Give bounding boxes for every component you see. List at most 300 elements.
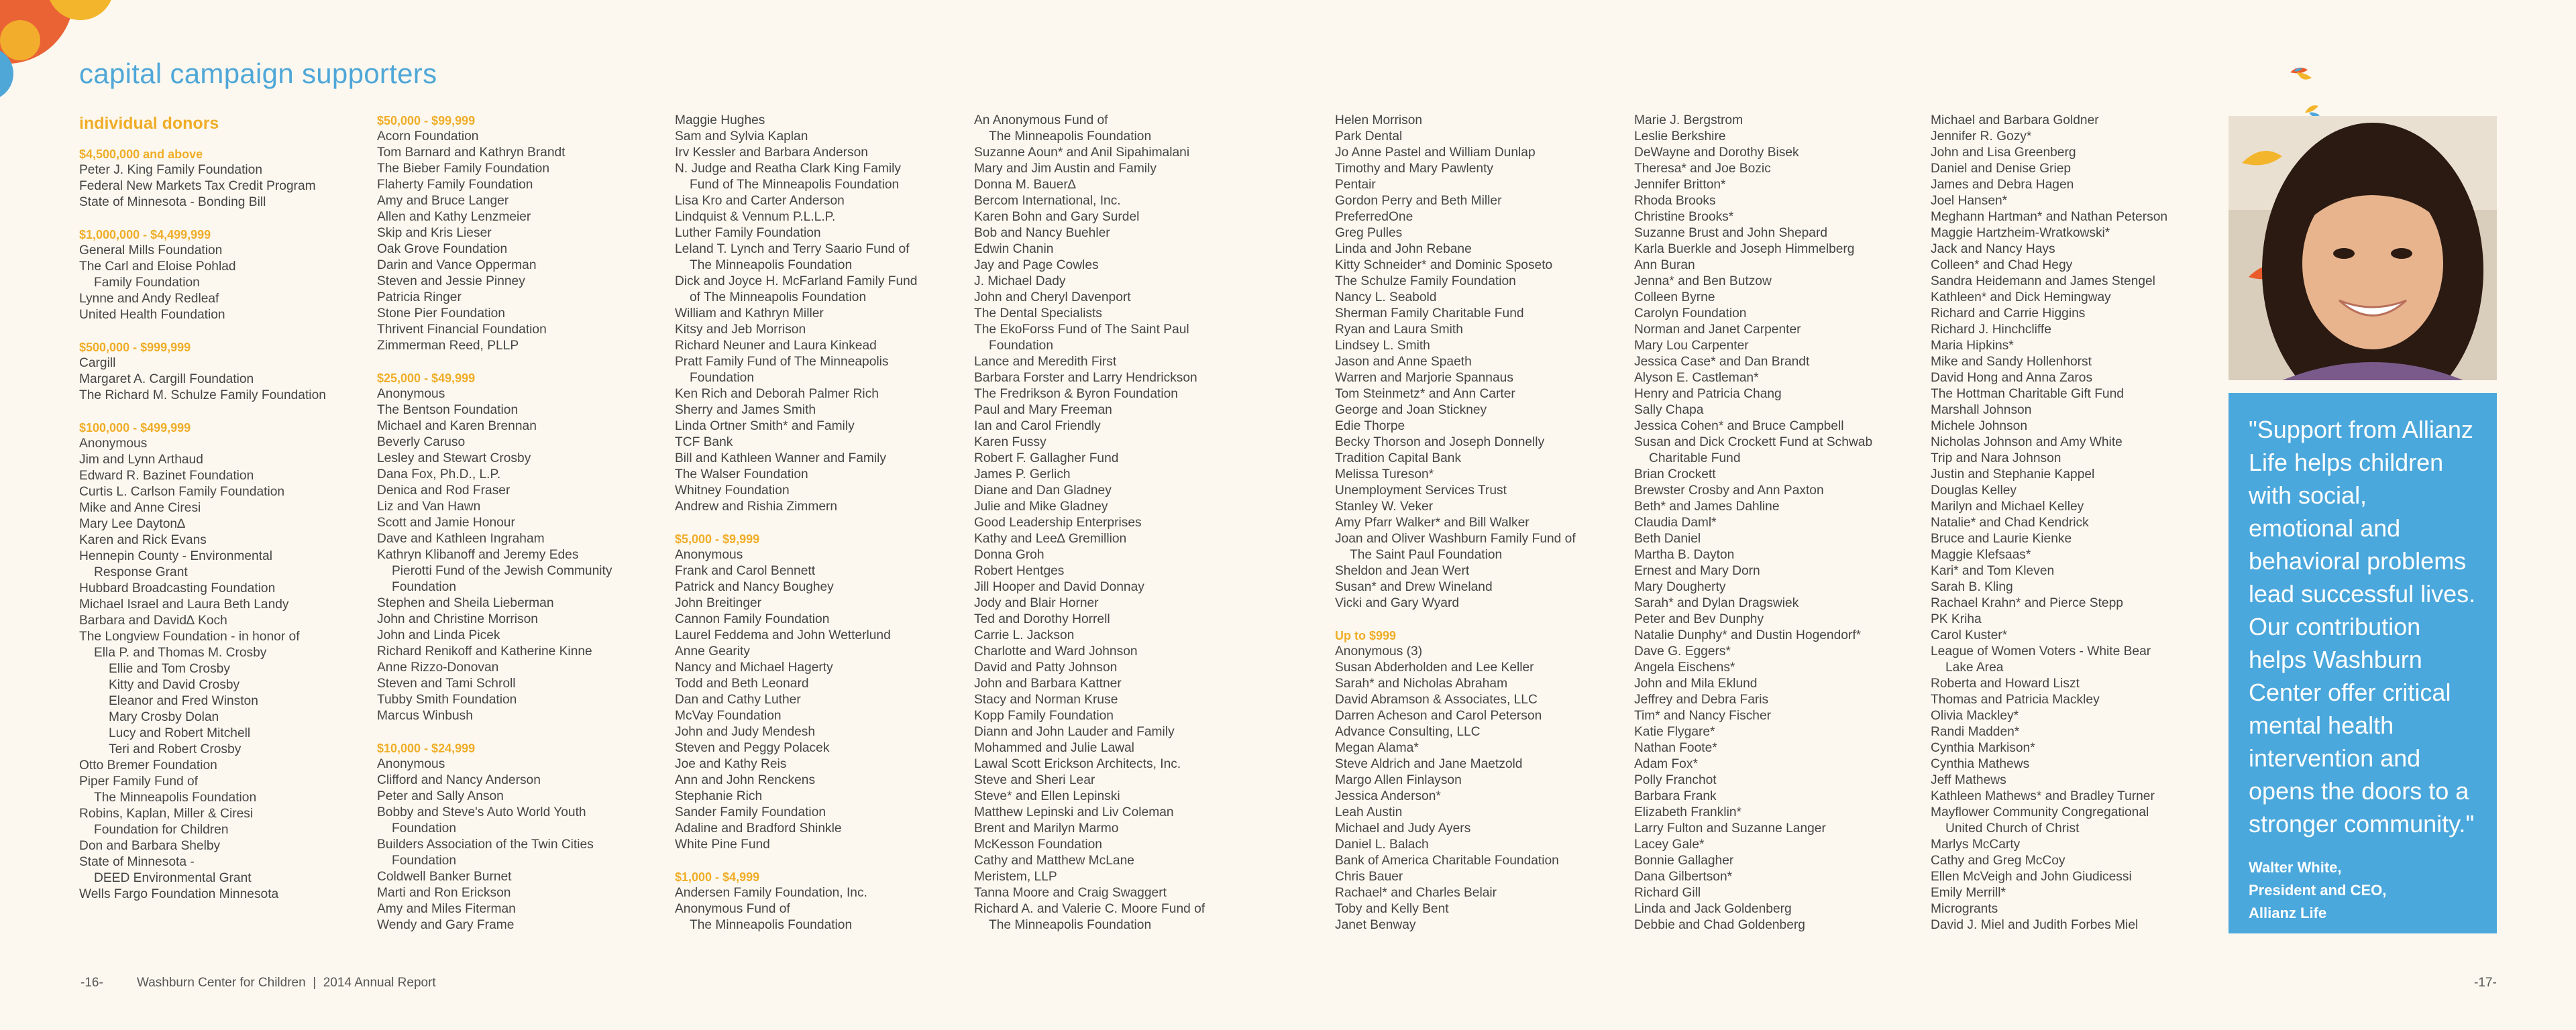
donor-name: The Dental Specialists (974, 306, 1102, 321)
donor-name: Trip and Nara Johnson (1931, 451, 2061, 465)
donor-name: Natalie* and Chad Kendrick (1931, 516, 2089, 530)
donor-name: Mayflower Community Congregational (1931, 805, 2149, 819)
donor-name: Margaret A. Cargill Foundation (79, 372, 254, 386)
footer-right-page-number: -17- (2474, 976, 2497, 990)
donor-name: Timothy and Mary Pawlenty (1335, 162, 1494, 176)
donor-name: Barbara Frank (1634, 789, 1717, 803)
giving-level-heading: $50,000 - $99,999 (377, 114, 476, 127)
donor-name: Zimmerman Reed, PLLP (377, 339, 519, 353)
donor-name: Lake Area (1945, 661, 2004, 675)
donor-name: Patrick and Nancy Boughey (675, 580, 834, 594)
donor-name: Marlys McCarty (1931, 838, 2021, 852)
donor-name: Builders Association of the Twin Cities (377, 838, 594, 852)
donor-name: Barbara and David∆ Koch (79, 614, 227, 628)
donor-name: Wells Fargo Foundation Minnesota (79, 887, 279, 901)
donor-name: Cannon Family Foundation (675, 612, 830, 626)
donor-name: Maggie Klefsaas* (1931, 548, 2031, 562)
donor-column-4 (974, 113, 1256, 933)
spacer (377, 724, 659, 740)
donor-name: Peter J. King Family Foundation (79, 163, 263, 177)
donor-name: Susan* and Drew Wineland (1335, 580, 1493, 594)
donor-name: Anne Gearity (675, 644, 750, 659)
donor-name: Richard J. Hinchcliffe (1931, 323, 2051, 337)
donor-name: Stacy and Norman Kruse (974, 693, 1118, 707)
donor-name: Ryan and Laura Smith (1335, 323, 1463, 337)
donor-name: Marti and Ron Erickson (377, 886, 511, 900)
donor-name: Stone Pier Foundation (377, 306, 505, 321)
donor-name: Toby and Kelly Bent (1335, 902, 1449, 916)
donor-name: Beth* and James Dahline (1634, 500, 1780, 514)
donor-name: Nathan Foote* (1634, 741, 1717, 755)
donor-name: James and Debra Hagen (1931, 178, 2074, 192)
quote-name: Walter White, (2249, 859, 2342, 876)
donor-name: Ann and John Renckens (675, 773, 816, 787)
donor-name: Lynne and Andy Redleaf (79, 292, 219, 306)
giving-level-heading: $500,000 - $999,999 (79, 341, 191, 354)
donor-name: Henry and Patricia Chang (1634, 387, 1782, 401)
donor-name: Emily Merrill* (1931, 886, 2006, 900)
donor-name: David J. Miel and Judith Forbes Miel (1931, 918, 2139, 932)
spacer (675, 853, 957, 869)
donor-name: Sandra Heidemann and James Stengel (1931, 274, 2155, 288)
donor-name: Anonymous (79, 437, 148, 451)
donor-name: Unemployment Services Trust (1335, 483, 1507, 498)
donor-name: Janet Benway (1335, 918, 1416, 932)
donor-name: Denica and Rod Fraser (377, 483, 511, 498)
donor-name: Edie Thorpe (1335, 419, 1405, 433)
donor-name: Jessica Anderson* (1335, 789, 1441, 803)
donor-name: Joe and Kathy Reis (675, 757, 787, 771)
donor-name: Teri and Robert Crosby (109, 742, 241, 756)
donor-name: Amy Pfarr Walker* and Bill Walker (1335, 516, 1529, 530)
donor-name: The EkoForss Fund of The Saint Paul (974, 323, 1189, 337)
bird-icon (2288, 63, 2314, 86)
donor-name: Mary Lee Dayton∆ (79, 517, 185, 531)
donor-name: Michele Johnson (1931, 419, 2027, 433)
donor-name: State of Minnesota - (79, 855, 195, 869)
donor-name: Cynthia Markison* (1931, 741, 2035, 755)
donor-name: John and Linda Picek (377, 628, 500, 642)
donor-name: Michael Israel and Laura Beth Landy (79, 597, 289, 612)
donor-name: Joan and Oliver Washburn Family Fund of (1335, 532, 1576, 546)
donor-name: Federal New Markets Tax Credit Program (79, 179, 316, 193)
donor-name: Linda and John Rebane (1335, 242, 1472, 256)
donor-name: Ernest and Mary Dorn (1634, 564, 1760, 578)
donor-name: Suzanne Brust and John Shepard (1634, 226, 1828, 240)
donor-name: Whitney Foundation (675, 483, 790, 498)
donor-name: Mike and Anne Ciresi (79, 501, 201, 515)
donor-name: Piper Family Fund of (79, 775, 199, 789)
donor-name: Steve and Sheri Lear (974, 773, 1095, 787)
donor-name: Chris Bauer (1335, 870, 1403, 884)
donor-name: Jody and Blair Horner (974, 596, 1099, 610)
donor-name: John and Christine Morrison (377, 612, 538, 626)
donor-name: Greg Pulles (1335, 226, 1403, 240)
donor-name: Mike and Sandy Hollenhorst (1931, 355, 2092, 369)
donor-name: Peter and Sally Anson (377, 789, 504, 803)
spacer (79, 404, 361, 420)
donor-name: Thomas and Patricia Mackley (1931, 693, 2100, 707)
donor-name: Advance Consulting, LLC (1335, 725, 1481, 739)
donor-name: Helen Morrison (1335, 113, 1423, 127)
donor-name: Bill and Kathleen Wanner and Family (675, 451, 886, 465)
donor-name: Richard A. and Valerie C. Moore Fund of (974, 902, 1205, 916)
donor-name: N. Judge and Reatha Clark King Family (675, 162, 902, 176)
donor-name: Diane and Dan Gladney (974, 483, 1112, 498)
donor-name: Kopp Family Foundation (974, 709, 1114, 723)
donor-name: Leah Austin (1335, 805, 1403, 819)
donor-name: Robert Hentges (974, 564, 1065, 578)
donor-name: Good Leadership Enterprises (974, 516, 1142, 530)
donor-name: Adaline and Bradford Shinkle (675, 821, 842, 836)
donor-name: Lacey Gale* (1634, 838, 1705, 852)
donor-name: Vicki and Gary Wyard (1335, 596, 1460, 610)
donor-name: Anonymous Fund of (675, 902, 790, 916)
donor-name: Tom Steinmetz* and Ann Carter (1335, 387, 1515, 401)
donor-name: Scott and Jamie Honour (377, 516, 515, 530)
donor-name: Thrivent Financial Foundation (377, 323, 547, 337)
donor-name: Jason and Anne Spaeth (1335, 355, 1472, 369)
donor-name: Steven and Jessie Pinney (377, 274, 525, 288)
spacer (79, 211, 361, 227)
donor-name: Ian and Carol Friendly (974, 419, 1101, 433)
donor-name: Kathryn Klibanoff and Jeremy Edes (377, 548, 579, 562)
donor-name: Lesley and Stewart Crosby (377, 451, 531, 465)
donor-name: John and Judy Mendesh (675, 725, 816, 739)
donor-name: Beth Daniel (1634, 532, 1701, 546)
donor-name: Irv Kessler and Barbara Anderson (675, 146, 868, 160)
donor-name: Donna M. Bauer∆ (974, 178, 1076, 192)
donor-name: Martha B. Dayton (1634, 548, 1735, 562)
donor-name: Brewster Crosby and Ann Paxton (1634, 483, 1824, 498)
giving-level-heading: Up to $999 (1335, 629, 1397, 642)
donor-name: Maggie Hughes (675, 113, 765, 127)
donor-name: Jennifer Britton* (1634, 178, 1726, 192)
donor-name: The Minneapolis Foundation (94, 791, 257, 805)
donor-name: Anne Rizzo-Donovan (377, 661, 499, 675)
quote-org: Allianz Life (2249, 905, 2327, 921)
donor-name: Jennifer R. Gozy* (1931, 129, 2032, 144)
donor-name: Warren and Marjorie Spannaus (1335, 371, 1513, 385)
donor-column-2 (377, 113, 659, 933)
donor-name: Olivia Mackley* (1931, 709, 2019, 723)
donor-name: Microgrants (1931, 902, 1998, 916)
donor-name: The Schulze Family Foundation (1335, 274, 1516, 288)
donor-name: Steven and Tami Schroll (377, 677, 516, 691)
donor-name: Kathy and Lee∆ Gremillion (974, 532, 1127, 546)
donor-name: The Saint Paul Foundation (1350, 548, 1503, 562)
donor-name: Coldwell Banker Burnet (377, 870, 512, 884)
donor-name: PreferredOne (1335, 210, 1413, 224)
donor-name: Dick and Joyce H. McFarland Family Fund (675, 274, 918, 288)
donor-name: Foundation (690, 371, 755, 385)
donor-name: Carol Kuster* (1931, 628, 2008, 642)
donor-name: Beverly Caruso (377, 435, 466, 449)
child-portrait-photo (2229, 116, 2497, 380)
donor-name: Amy and Bruce Langer (377, 194, 509, 208)
donor-name: Sam and Sylvia Kaplan (675, 129, 808, 144)
donor-name: Skip and Kris Lieser (377, 226, 492, 240)
donor-name: Carolyn Foundation (1634, 306, 1747, 321)
donor-name: Gordon Perry and Beth Miller (1335, 194, 1502, 208)
donor-name: Michael and Karen Brennan (377, 419, 537, 433)
donor-name: The Walser Foundation (675, 467, 808, 481)
donor-name: Clifford and Nancy Anderson (377, 773, 541, 787)
donor-name: Response Grant (94, 565, 188, 579)
donor-name: Bob and Nancy Buehler (974, 226, 1110, 240)
donor-name: An Anonymous Fund of (974, 113, 1108, 127)
donor-name: Foundation (989, 339, 1054, 353)
donor-name: Jill Hooper and David Donnay (974, 580, 1144, 594)
donor-column-6 (1634, 113, 1916, 933)
donor-name: Margo Allen Finlayson (1335, 773, 1462, 787)
donor-name: Steve Aldrich and Jane Maetzold (1335, 757, 1523, 771)
donor-name: Lindsey L. Smith (1335, 339, 1430, 353)
donor-name: State of Minnesota - Bonding Bill (79, 195, 266, 209)
donor-name: Colleen* and Chad Hegy (1931, 258, 2073, 272)
donor-name: Dave and Kathleen Ingraham (377, 532, 545, 546)
donor-name: Maggie Hartzheim-Wratkowski* (1931, 226, 2110, 240)
footer-publication: Washburn Center for Children | 2014 Annual Report (137, 976, 436, 990)
donor-name: David Hong and Anna Zaros (1931, 371, 2093, 385)
donor-name: Marie J. Bergstrom (1634, 113, 1743, 127)
donor-name: Sarah* and Dylan Dragswiek (1634, 596, 1799, 610)
quote-role: President and CEO, (2249, 882, 2387, 899)
donor-name: Karen and Rick Evans (79, 533, 207, 547)
spacer (79, 323, 361, 339)
donor-name: Maria Hipkins* (1931, 339, 2014, 353)
donor-name: Allen and Kathy Lenzmeier (377, 210, 531, 224)
donor-name: Stephanie Rich (675, 789, 763, 803)
donor-name: The Hottman Charitable Gift Fund (1931, 387, 2124, 401)
donor-name: Todd and Beth Leonard (675, 677, 809, 691)
donor-name: William and Kathryn Miller (675, 306, 824, 321)
donor-name: Lance and Meredith First (974, 355, 1117, 369)
page-title: capital campaign supporters (79, 58, 437, 89)
donor-name: The Bieber Family Foundation (377, 162, 550, 176)
donor-name: Kitty and David Crosby (109, 678, 240, 692)
donor-name: Foundation (392, 854, 457, 868)
donor-name: TCF Bank (675, 435, 733, 449)
donor-name: Leland T. Lynch and Terry Saario Fund of (675, 242, 910, 256)
spacer (377, 354, 659, 370)
donor-name: Natalie Dunphy* and Dustin Hogendorf* (1634, 628, 1862, 642)
donor-name: Luther Family Foundation (675, 226, 821, 240)
donor-name: The Minneapolis Foundation (690, 918, 853, 932)
donor-name: Ellie and Tom Crosby (109, 662, 230, 676)
donor-name: Sally Chapa (1634, 403, 1704, 417)
donor-name: Polly Franchot (1634, 773, 1717, 787)
quote-attribution (2249, 856, 2477, 925)
donor-name: Melissa Tureson* (1335, 467, 1434, 481)
donor-name: Steven and Peggy Polacek (675, 741, 830, 755)
donor-name: Tom Barnard and Kathryn Brandt (377, 146, 566, 160)
donor-name: John and Cheryl Davenport (974, 290, 1131, 304)
donor-name: Steve* and Ellen Lepinski (974, 789, 1120, 803)
donor-name: Leslie Berkshire (1634, 129, 1726, 144)
donor-name: Otto Bremer Foundation (79, 758, 217, 772)
donor-name: Charlotte and Ward Johnson (974, 644, 1138, 659)
donor-name: Andrew and Rishia Zimmern (675, 500, 838, 514)
donor-name: Sheldon and Jean Wert (1335, 564, 1470, 578)
section-subtitle: individual donors (79, 114, 219, 133)
quote-text: "Support from Allianz Life helps children with social, emotional and behavioral problems lead successful lives. Our contribution helps Washburn Center offer critical mental health intervention and opens the doors to a stronger community." (2249, 416, 2476, 838)
giving-level-heading: $100,000 - $499,999 (79, 421, 191, 435)
donor-name: Lisa Kro and Carter Anderson (675, 194, 845, 208)
donor-name: Wendy and Gary Frame (377, 918, 515, 932)
donor-name: Jay and Page Cowles (974, 258, 1099, 272)
donor-name: Randi Madden* (1931, 725, 2020, 739)
donor-name: Kitty Schneider* and Dominic Sposeto (1335, 258, 1553, 272)
donor-name: Richard Neuner and Laura Kinkead (675, 339, 877, 353)
corner-decoration (0, 0, 134, 114)
donor-name: Rachael Krahn* and Pierce Stepp (1931, 596, 2123, 610)
donor-name: Claudia Daml* (1634, 516, 1717, 530)
donor-name: Family Foundation (94, 276, 200, 290)
donor-name: Alyson E. Castleman* (1634, 371, 1759, 385)
donor-name: Nancy and Michael Hagerty (675, 661, 833, 675)
donor-name: Mary Dougherty (1634, 580, 1726, 594)
donor-name: Lindquist & Vennum P.L.L.P. (675, 210, 836, 224)
donor-name: Marcus Winbush (377, 709, 473, 723)
donor-name: Dana Fox, Ph.D., L.P. (377, 467, 501, 481)
donor-column-3 (675, 113, 957, 933)
donor-name: Robins, Kaplan, Miller & Ciresi (79, 807, 254, 821)
donor-name: Meristem, LLP (974, 870, 1057, 884)
donor-name: Jessica Case* and Dan Brandt (1634, 355, 1810, 369)
donor-name: Susan and Dick Crockett Fund at Schwab (1634, 435, 1873, 449)
donor-name: PK Kriha (1931, 612, 1982, 626)
donor-name: Oak Grove Foundation (377, 242, 508, 256)
donor-name: United Health Foundation (79, 308, 225, 322)
donor-name: Cargill (79, 356, 116, 370)
donor-name: Peter and Bev Dunphy (1634, 612, 1764, 626)
donor-name: United Church of Christ (1945, 821, 2080, 836)
donor-name: Pierotti Fund of the Jewish Community (392, 564, 612, 578)
donor-name: Tradition Capital Bank (1335, 451, 1462, 465)
donor-name: Curtis L. Carlson Family Foundation (79, 485, 285, 499)
footer-left-page-number: -16- (80, 976, 103, 990)
donor-name: Lucy and Robert Mitchell (109, 726, 251, 740)
donor-name: Pratt Family Fund of The Minneapolis (675, 355, 889, 369)
giving-level-heading: $10,000 - $24,999 (377, 742, 476, 755)
donor-name: Stephen and Sheila Lieberman (377, 596, 554, 610)
donor-name: Angela Eischens* (1634, 661, 1735, 675)
donor-name: Elizabeth Franklin* (1634, 805, 1741, 819)
donor-name: The Longview Foundation - in honor of (79, 630, 300, 644)
donor-name: Nicholas Johnson and Amy White (1931, 435, 2123, 449)
donor-name: Foundation (392, 821, 457, 836)
donor-name: The Minneapolis Foundation (989, 129, 1152, 144)
donor-name: David Abramson & Associates, LLC (1335, 693, 1538, 707)
donor-name: Sarah* and Nicholas Abraham (1335, 677, 1508, 691)
donor-name: Jessica Cohen* and Bruce Campbell (1634, 419, 1844, 433)
donor-name: McVay Foundation (675, 709, 782, 723)
donor-name: Flaherty Family Foundation (377, 178, 533, 192)
donor-name: Karen Fussy (974, 435, 1046, 449)
donor-name: Kathleen Mathews* and Bradley Turner (1931, 789, 2155, 803)
donor-name: Brent and Marilyn Marmo (974, 821, 1119, 836)
donor-name: Larry Fulton and Suzanne Langer (1634, 821, 1826, 836)
donor-name: Meghann Hartman* and Nathan Peterson (1931, 210, 2168, 224)
donor-name: Darin and Vance Opperman (377, 258, 537, 272)
donor-name: Hennepin County - Environmental (79, 549, 272, 563)
donor-name: Daniel and Denise Griep (1931, 162, 2072, 176)
donor-name: Acorn Foundation (377, 129, 479, 144)
donor-name: McKesson Foundation (974, 838, 1102, 852)
donor-name: Darren Acheson and Carol Peterson (1335, 709, 1542, 723)
donor-name: Mary Lou Carpenter (1634, 339, 1749, 353)
donor-name: Bruce and Laurie Kienke (1931, 532, 2072, 546)
donor-name: Jeff Mathews (1931, 773, 2006, 787)
donor-column-1 (79, 130, 361, 903)
donor-name: Charitable Fund (1649, 451, 1741, 465)
donor-name: Patricia Ringer (377, 290, 462, 304)
donor-name: Edward R. Bazinet Foundation (79, 469, 254, 483)
donor-name: Susan Abderholden and Lee Keller (1335, 661, 1534, 675)
donor-name: Douglas Kelley (1931, 483, 2017, 498)
donor-name: Jeffrey and Debra Faris (1634, 693, 1769, 707)
donor-name: John and Barbara Kattner (974, 677, 1122, 691)
donor-name: John Breitinger (675, 596, 762, 610)
donor-name: Marshall Johnson (1931, 403, 2032, 417)
donor-name: Suzanne Aoun* and Anil Sipahimalani (974, 146, 1190, 160)
donor-name: Michael and Judy Ayers (1335, 821, 1471, 836)
donor-name: Eleanor and Fred Winston (109, 694, 258, 708)
donor-name: Dan and Cathy Luther (675, 693, 801, 707)
donor-name: Daniel L. Balach (1335, 838, 1429, 852)
donor-name: Edwin Chanin (974, 242, 1054, 256)
donor-name: Richard Renikoff and Katherine Kinne (377, 644, 592, 659)
donor-name: Mary Crosby Dolan (109, 710, 219, 724)
donor-name: Katie Flygare* (1634, 725, 1715, 739)
giving-level-heading: $4,500,000 and above (79, 148, 203, 161)
donor-name: Linda and Jack Goldenberg (1634, 902, 1792, 916)
spacer (675, 515, 957, 531)
donor-name: Ann Buran (1634, 258, 1695, 272)
donor-name: Jenna* and Ben Butzow (1634, 274, 1772, 288)
donor-name: The Minneapolis Foundation (690, 258, 853, 272)
donor-name: The Bentson Foundation (377, 403, 519, 417)
donor-name: Lawal Scott Erickson Architects, Inc. (974, 757, 1181, 771)
donor-name: Matthew Lepinski and Liv Coleman (974, 805, 1174, 819)
donor-name: Barbara Forster and Larry Hendrickson (974, 371, 1197, 385)
donor-name: Christine Brooks* (1634, 210, 1734, 224)
donor-name: Fund of The Minneapolis Foundation (690, 178, 900, 192)
donor-name: Sander Family Foundation (675, 805, 826, 819)
donor-name: Bank of America Charitable Foundation (1335, 854, 1559, 868)
donor-name: The Minneapolis Foundation (989, 918, 1152, 932)
donor-name: Anonymous (377, 757, 445, 771)
donor-name: Richard and Carrie Higgins (1931, 306, 2086, 321)
donor-name: Jack and Nancy Hays (1931, 242, 2055, 256)
donor-name: Brian Crockett (1634, 467, 1716, 481)
spacer (1335, 612, 1617, 628)
spacer (79, 130, 361, 146)
donor-name: Ken Rich and Deborah Palmer Rich (675, 387, 879, 401)
donor-name: Rachael* and Charles Belair (1335, 886, 1497, 900)
donor-name: The Fredrikson & Byron Foundation (974, 387, 1178, 401)
donor-name: Norman and Janet Carpenter (1634, 323, 1801, 337)
donor-name: Nancy L. Seabold (1335, 290, 1437, 304)
donor-name: Laurel Feddema and John Wetterlund (675, 628, 891, 642)
donor-name: Roberta and Howard Liszt (1931, 677, 2080, 691)
donor-name: Bercom International, Inc. (974, 194, 1121, 208)
donor-name: Anonymous (3) (1335, 644, 1423, 659)
donor-name: Jo Anne Pastel and William Dunlap (1335, 146, 1536, 160)
donor-name: The Carl and Eloise Pohlad (79, 260, 236, 274)
donor-name: Pentair (1335, 178, 1376, 192)
